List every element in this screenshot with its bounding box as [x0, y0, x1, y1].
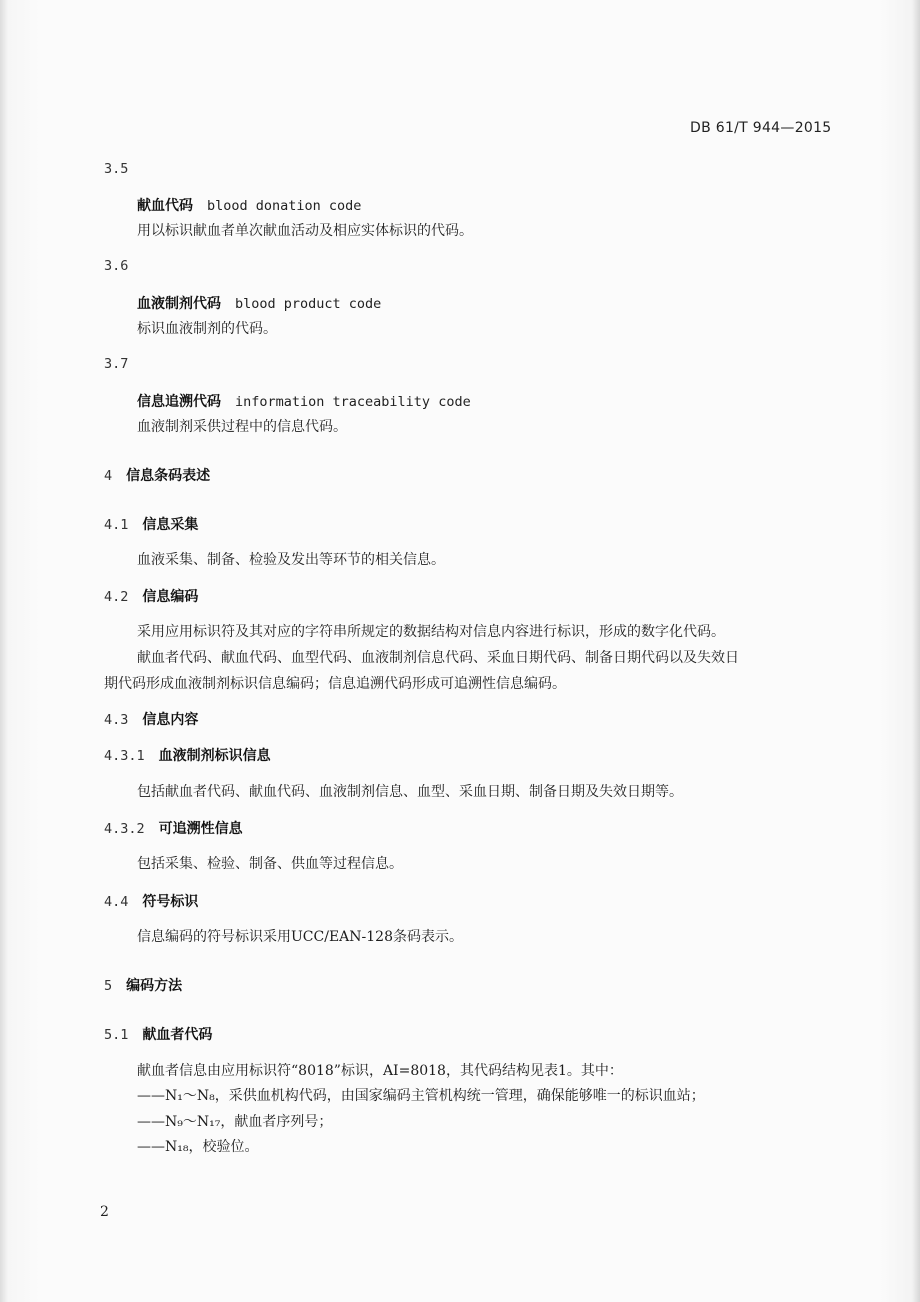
term-line: [137, 195, 361, 215]
subsection-heading: [104, 1024, 212, 1044]
term-definition: 用以标识献血者单次献血活动及相应实体标识的代码。: [137, 223, 473, 239]
paragraph: 献血者代码、献血代码、血型代码、血液制剂信息代码、采血日期代码、制备日期代码以及失效日: [137, 650, 739, 666]
paragraph: 包括献血者代码、献血代码、血液制剂信息、血型、采血日期、制备日期及失效日期等。: [137, 784, 683, 800]
paragraph: 信息编码的符号标识采用UCC/EAN-128条码表示。: [137, 929, 463, 945]
section-number: 5: [104, 978, 113, 994]
subsubsection-number: 4.3.2: [104, 821, 145, 837]
section-title: 信息条码表述: [126, 468, 211, 484]
section-number: 4: [104, 468, 113, 484]
subsubsection-heading: [104, 745, 271, 765]
list-item: ——N₁₈，校验位。: [137, 1139, 259, 1155]
subsubsection-title: 血液制剂标识信息: [158, 748, 271, 764]
paragraph: 采用应用标识符及其对应的字符串所规定的数据结构对信息内容进行标识，形成的数字化代码。: [137, 624, 725, 640]
term-line: [137, 391, 471, 411]
section-heading: [104, 465, 210, 485]
paragraph-continuation: 期代码形成血液制剂标识信息编码；信息追溯代码形成可追溯性信息编码。: [104, 676, 566, 692]
section-heading: [104, 975, 182, 995]
subsubsection-title: 可追溯性信息: [158, 821, 243, 837]
subsection-number: 5.1: [104, 1027, 129, 1043]
paragraph: 包括采集、检验、制备、供血等过程信息。: [137, 856, 403, 872]
subsection-title: 符号标识: [142, 894, 199, 910]
term-definition: 血液制剂采供过程中的信息代码。: [137, 419, 347, 435]
list-item: ——N₉～N₁₇，献血者序列号；: [137, 1114, 333, 1130]
subsection-title: 信息采集: [142, 517, 199, 533]
term-english: blood donation code: [207, 198, 362, 214]
paragraph: 血液采集、制备、检验及发出等环节的相关信息。: [137, 552, 445, 568]
term-chinese: 献血代码: [137, 198, 193, 214]
term-definition: 标识血液制剂的代码。: [137, 321, 277, 337]
subsection-heading: [104, 514, 198, 534]
clause-number: 3.6: [104, 258, 129, 274]
term-english: information traceability code: [235, 394, 471, 410]
page-number: 2: [100, 1204, 109, 1220]
term-line: [137, 293, 381, 313]
list-item: ——N₁～N₈，采供血机构代码，由国家编码主管机构统一管理，确保能够唯一的标识血站；: [137, 1088, 705, 1104]
document-id: DB 61/T 944—2015: [690, 120, 832, 136]
subsection-title: 信息编码: [142, 589, 199, 605]
subsubsection-heading: [104, 818, 243, 838]
clause-number: 3.7: [104, 356, 129, 372]
subsection-number: 4.2: [104, 589, 129, 605]
subsection-heading: [104, 891, 198, 911]
term-chinese: 血液制剂代码: [137, 296, 221, 312]
paragraph: 献血者信息由应用标识符“8018”标识，AI=8018，其代码结构见表1。其中：: [137, 1063, 623, 1079]
subsection-number: 4.1: [104, 517, 129, 533]
subsection-number: 4.4: [104, 894, 129, 910]
term-chinese: 信息追溯代码: [137, 394, 221, 410]
subsection-heading: [104, 709, 198, 729]
subsection-number: 4.3: [104, 712, 129, 728]
subsection-title: 献血者代码: [142, 1027, 213, 1043]
subsection-heading: [104, 586, 198, 606]
term-english: blood product code: [235, 296, 382, 312]
subsection-title: 信息内容: [142, 712, 199, 728]
clause-number: 3.5: [104, 161, 129, 177]
subsubsection-number: 4.3.1: [104, 748, 145, 764]
section-title: 编码方法: [126, 978, 183, 994]
